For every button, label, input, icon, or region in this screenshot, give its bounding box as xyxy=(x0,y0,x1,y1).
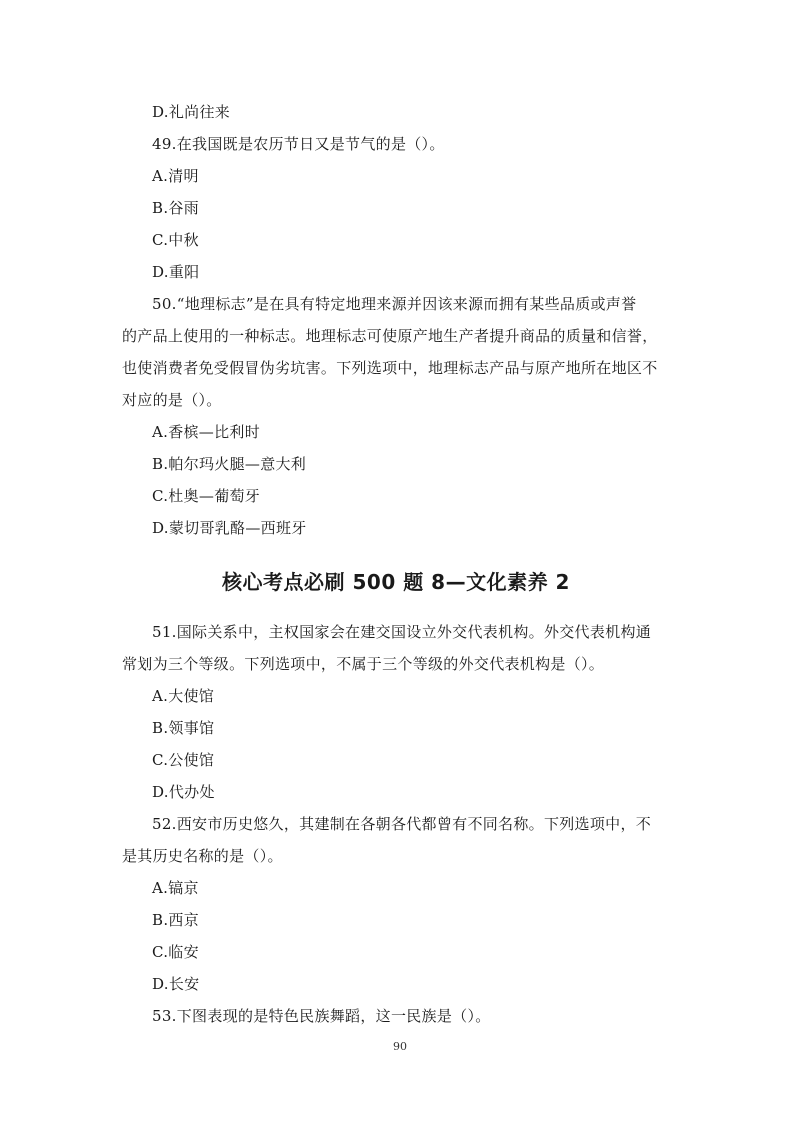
question-53: 53.下图表现的是特色民族舞蹈，这一民族是（）。 xyxy=(152,1007,491,1025)
question-49: 49.在我国既是农历节日又是节气的是（）。 xyxy=(152,135,445,153)
option-c-q52: C.临安 xyxy=(152,943,199,961)
option-d-q48: D.礼尚往来 xyxy=(152,103,231,121)
option-a-q49: A.清明 xyxy=(152,167,199,185)
option-c-q51: C.公使馆 xyxy=(152,751,215,769)
option-c-q49: C.中秋 xyxy=(152,231,199,249)
question-50-line-3: 也使消费者免受假冒伪劣坑害。下列选项中，地理标志产品与原产地所在地区不 xyxy=(122,359,658,377)
option-c-q50: C.杜奥—葡萄牙 xyxy=(152,487,261,505)
page-number: 90 xyxy=(393,1040,407,1053)
question-50-line-4: 对应的是（）。 xyxy=(122,391,222,409)
option-b-q50: B.帕尔玛火腿—意大利 xyxy=(152,455,307,473)
option-d-q50: D.蒙切哥乳酪—西班牙 xyxy=(152,519,307,537)
option-b-q52: B.西京 xyxy=(152,911,199,929)
question-50-line-1: 50.“地理标志”是在具有特定地理来源并因该来源而拥有某些品质或声誉 xyxy=(152,295,637,313)
question-52-line-2: 是其历史名称的是（）。 xyxy=(122,847,283,865)
option-b-q51: B.领事馆 xyxy=(152,719,215,737)
question-50-line-2: 的产品上使用的一种标志。地理标志可使原产地生产者提升商品的质量和信誉， xyxy=(122,327,658,345)
option-d-q52: D.长安 xyxy=(152,975,200,993)
page-content xyxy=(122,96,680,1032)
question-50 xyxy=(122,288,680,416)
option-d-q49: D.重阳 xyxy=(152,263,200,281)
question-51-line-2: 常划为三个等级。下列选项中，不属于三个等级的外交代表机构是（）。 xyxy=(122,655,605,673)
question-52 xyxy=(122,808,680,872)
option-a-q50: A.香槟—比利时 xyxy=(152,423,261,441)
option-b-q49: B.谷雨 xyxy=(152,199,199,217)
option-d-q51: D.代办处 xyxy=(152,783,215,801)
question-51-line-1: 51.国际关系中，主权国家会在建交国设立外交代表机构。外交代表机构通 xyxy=(152,623,652,641)
section-title: 核心考点必刷 500 题 8—文化素养 2 xyxy=(222,570,570,594)
question-52-line-1: 52.西安市历史悠久，其建制在各朝各代都曾有不同名称。下列选项中，不 xyxy=(152,815,652,833)
option-a-q51: A.大使馆 xyxy=(152,687,215,705)
question-51 xyxy=(122,616,680,680)
option-a-q52: A.镐京 xyxy=(152,879,199,897)
